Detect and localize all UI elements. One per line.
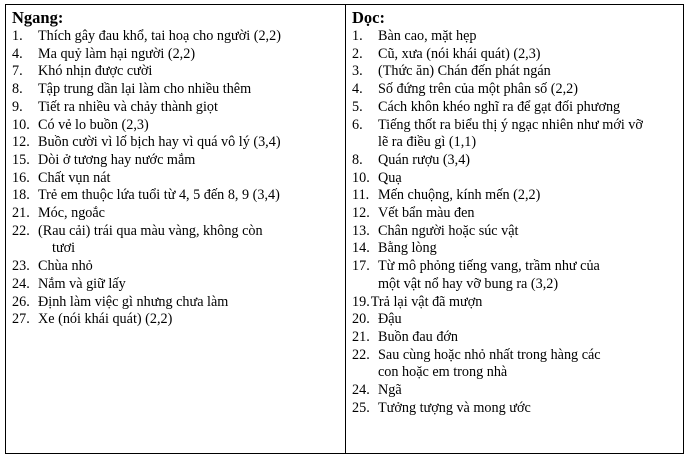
clue-text: Khó nhịn được cười xyxy=(38,63,153,80)
across-clue xyxy=(6,258,345,276)
across-clue xyxy=(6,134,345,152)
across-clue xyxy=(6,187,345,205)
down-clue xyxy=(346,223,683,241)
clue-text: Tiếng thốt ra biểu thị ý ngạc nhiên như mới vỡ xyxy=(378,116,643,133)
clue-text: Nắm và giữ lấy xyxy=(38,275,126,292)
clue-number: 4. xyxy=(352,81,363,98)
clue-number: 1. xyxy=(352,28,363,44)
clue-number: 5. xyxy=(352,98,363,115)
clue-text: Trả lại vật đã mượn xyxy=(370,293,483,310)
clue-text: Tiết ra nhiều và chảy thành giọt xyxy=(38,98,218,115)
down-clue xyxy=(346,170,683,188)
clue-text: Mến chuộng, kính mến (2,2) xyxy=(378,187,541,204)
clue-number: 19. xyxy=(352,293,370,310)
across-clue xyxy=(6,63,345,81)
clue-number: 1. xyxy=(12,28,23,44)
across-clue xyxy=(6,311,345,329)
clue-number: 10. xyxy=(352,169,370,186)
clue-text-continuation: tươi xyxy=(52,240,76,257)
clue-number: 4. xyxy=(12,45,23,62)
down-clue xyxy=(346,187,683,205)
down-clue xyxy=(346,46,683,64)
clue-number: 17. xyxy=(352,258,370,275)
down-clue xyxy=(346,294,683,312)
clue-text: Vết bẩn màu đen xyxy=(378,205,475,222)
clue-text: Chất vụn nát xyxy=(38,169,111,186)
clue-text: Bàn cao, mặt hẹp xyxy=(378,28,477,44)
across-clue xyxy=(6,28,345,46)
across-clue xyxy=(6,46,345,64)
clue-text: Móc, ngoắc xyxy=(38,205,105,222)
clue-text: Đậu xyxy=(378,311,402,328)
down-clue xyxy=(346,152,683,170)
down-clue xyxy=(346,347,683,365)
clue-text: Trẻ em thuộc lứa tuổi từ 4, 5 đến 8, 9 (3,4) xyxy=(38,187,280,204)
clue-text: Cũ, xưa (nói khái quát) (2,3) xyxy=(378,45,541,62)
down-clue xyxy=(346,99,683,117)
across-heading: Ngang: xyxy=(12,8,64,27)
clue-number: 22. xyxy=(352,346,370,363)
clue-number: 22. xyxy=(12,222,30,239)
crossword-clue-table xyxy=(5,4,684,454)
down-clue xyxy=(346,311,683,329)
clue-number: 21. xyxy=(12,205,30,222)
across-clue xyxy=(6,81,345,99)
clue-text: (Thức ăn) Chán đến phát ngán xyxy=(378,63,551,80)
clue-number: 13. xyxy=(352,222,370,239)
across-clue xyxy=(6,276,345,294)
down-clue xyxy=(346,400,683,418)
clue-number: 9. xyxy=(12,98,23,115)
clue-number: 24. xyxy=(12,275,30,292)
clue-number: 7. xyxy=(12,63,23,80)
clue-number: 26. xyxy=(12,293,30,310)
clue-number: 8. xyxy=(352,151,363,168)
across-clue-list xyxy=(6,28,345,329)
clue-text: Buồn cười vì lố bịch hay vì quá vô lý (3,4) xyxy=(38,134,281,151)
across-clue xyxy=(6,117,345,135)
clue-text: Xe (nói khái quát) (2,2) xyxy=(38,311,173,328)
clue-number: 23. xyxy=(12,258,30,275)
down-clue xyxy=(346,240,683,258)
clue-text: (Rau cải) trái qua màu vàng, không còn xyxy=(38,222,263,239)
clue-text-continuation: lẽ ra điều gì (1,1) xyxy=(378,134,477,151)
clue-number: 18. xyxy=(12,187,30,204)
clue-number: 10. xyxy=(12,116,30,133)
clue-text: Ma quỷ làm hại người (2,2) xyxy=(38,45,196,62)
clue-number: 16. xyxy=(12,169,30,186)
clue-number: 14. xyxy=(352,240,370,257)
clue-number: 2. xyxy=(352,45,363,62)
clue-text: Thích gây đau khổ, tai hoạ cho người (2,2) xyxy=(38,28,281,44)
clue-text: Quán rượu (3,4) xyxy=(378,151,471,168)
clue-text: Tập trung dần lại làm cho nhiều thêm xyxy=(38,81,252,98)
clue-text: Số đứng trên của một phân số (2,2) xyxy=(378,81,578,98)
across-clue xyxy=(6,223,345,241)
clue-number: 8. xyxy=(12,81,23,98)
across-clue xyxy=(6,205,345,223)
across-clue xyxy=(6,294,345,312)
clue-text: Quạ xyxy=(378,169,402,186)
across-clue xyxy=(6,170,345,188)
down-clue xyxy=(346,329,683,347)
clue-number: 20. xyxy=(352,311,370,328)
down-clue xyxy=(346,382,683,400)
clue-number: 6. xyxy=(352,116,363,133)
clue-number: 24. xyxy=(352,382,370,399)
clue-number: 25. xyxy=(352,399,370,416)
clue-number: 12. xyxy=(12,134,30,151)
clue-text: Cách khôn khéo nghĩ ra để gạt đối phương xyxy=(378,98,621,115)
down-clue xyxy=(346,258,683,276)
down-clue xyxy=(346,205,683,223)
down-column xyxy=(346,5,683,453)
clue-number: 21. xyxy=(352,328,370,345)
clue-text: Có vẻ lo buồn (2,3) xyxy=(38,116,149,133)
across-column xyxy=(6,5,346,453)
clue-text: Buồn đau đớn xyxy=(378,328,459,345)
down-clue xyxy=(346,28,683,46)
clue-text: Ngã xyxy=(378,382,402,399)
clue-number: 12. xyxy=(352,205,370,222)
clue-text: Tưởng tượng và mong ước xyxy=(378,399,531,416)
across-clue xyxy=(6,99,345,117)
clue-text: Bằng lòng xyxy=(378,240,437,257)
clue-text: Từ mô phỏng tiếng vang, trầm như của xyxy=(378,258,600,275)
clue-number: 15. xyxy=(12,151,30,168)
down-clue-list xyxy=(346,28,683,417)
clue-text-continuation: con hoặc em trong nhà xyxy=(378,364,508,381)
down-clue xyxy=(346,117,683,135)
down-clue xyxy=(346,63,683,81)
down-heading: Dọc: xyxy=(352,8,385,27)
clue-text: Sau cùng hoặc nhỏ nhất trong hàng các xyxy=(378,346,601,363)
clue-number: 11. xyxy=(352,187,370,204)
across-clue xyxy=(6,152,345,170)
clue-text: Định làm việc gì nhưng chưa làm xyxy=(38,293,229,310)
clue-number: 3. xyxy=(352,63,363,80)
clue-text: Dòi ở tương hay nước mắm xyxy=(38,151,196,168)
clue-number: 27. xyxy=(12,311,30,328)
clue-text: Chùa nhỏ xyxy=(38,258,93,275)
clue-text: Chân người hoặc súc vật xyxy=(378,222,519,239)
down-clue xyxy=(346,81,683,99)
clue-text-continuation: một vật nổ hay vỡ bung ra (3,2) xyxy=(378,275,559,292)
